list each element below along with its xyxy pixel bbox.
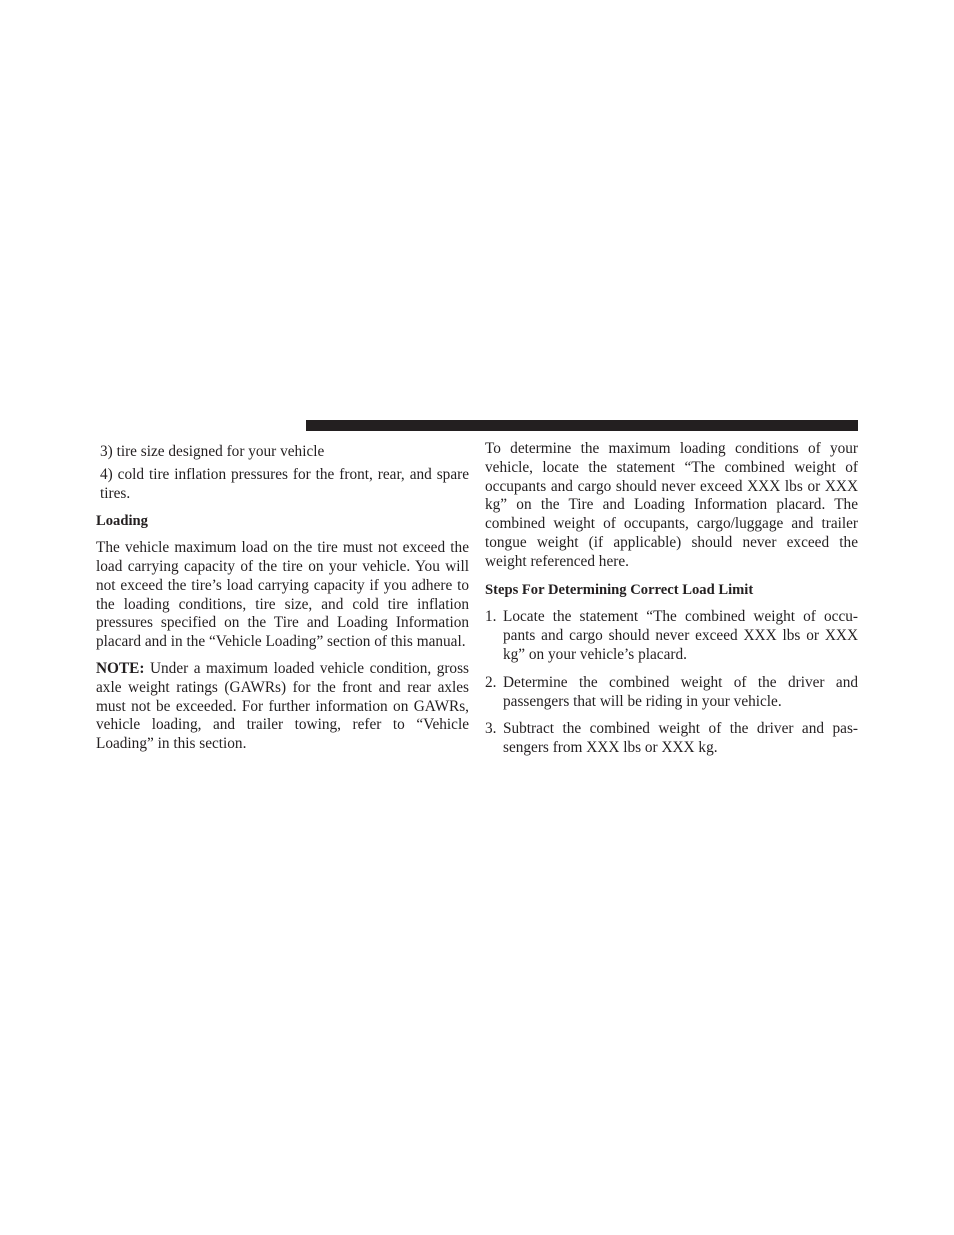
step-number: 3. <box>485 720 497 738</box>
loading-heading: Loading <box>96 513 148 530</box>
list-item-inflation-pressures: 4) cold tire inflation pressures for the front, rear, and spare tires. <box>100 465 469 502</box>
steps-heading: Steps For Determining Correct Load Limit <box>485 581 754 598</box>
right-column <box>485 440 858 758</box>
step-item <box>485 720 858 758</box>
step-item <box>485 608 858 664</box>
step-item <box>485 674 858 712</box>
step-text: Locate the statement “The combined weight of occu-pants and cargo should never exceed XXX lbs or XXX kg” on your vehicle’s placard. <box>503 608 858 663</box>
list-item-tire-size: 3) tire size designed for your vehicle <box>100 443 325 460</box>
note-text: Under a maximum loaded vehicle condition, gross axle weight ratings (GAWRs) for the front and rear axles must not be exceeded. For further information on GAWRs, vehicle loading, and trailer towing, refer to “Vehicle Loading” in this section. <box>96 659 469 753</box>
note-label: NOTE: <box>96 659 145 677</box>
loading-paragraph: The vehicle maximum load on the tire must not exceed the load carrying capacity of the tire on your vehicle. You will not exceed the tire’s load carrying capacity if you adhere to the loading conditions, tire size, and cold tire inflation pressures specified on the Tire and Loading Information placard and in the “Vehicle Loading” section of this manual. <box>96 539 469 651</box>
step-text: Subtract the combined weight of the driver and pas-sengers from XXX lbs or XXX kg. <box>503 720 858 757</box>
section-header-bar <box>306 420 858 431</box>
step-text: Determine the combined weight of the driver and passengers that will be riding in your vehicle. <box>503 673 858 710</box>
left-column <box>96 440 469 754</box>
step-number: 2. <box>485 673 497 691</box>
step-number: 1. <box>485 608 497 626</box>
intro-paragraph: To determine the maximum loading conditions of your vehicle, locate the statement “The combined weight of occupants and cargo should never exceed XXX lbs or XXX kg” on the Tire and Loading Information placard. The combined weight of occupants, cargo/luggage and trailer tongue weight (if applicable) should never exceed the weight referenced here. <box>485 440 858 570</box>
note-paragraph <box>96 660 469 754</box>
steps-list <box>485 608 858 758</box>
